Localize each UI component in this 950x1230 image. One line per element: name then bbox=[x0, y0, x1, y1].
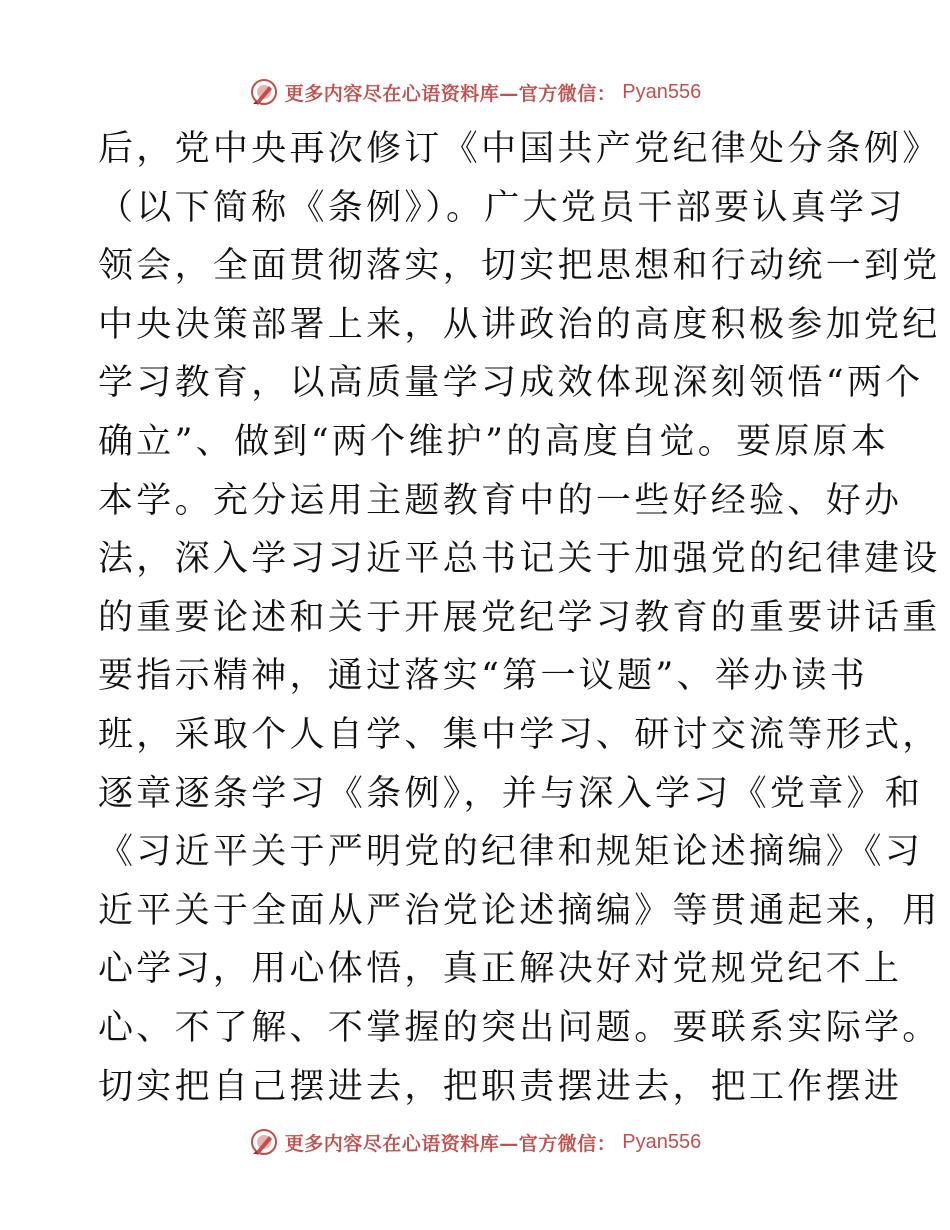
text-line: 心、不了解、不掌握的突出问题。要联系实际学。 bbox=[98, 1007, 941, 1048]
text-line: 要指示精神，通过落实“第一议题”、举办读书 bbox=[98, 656, 869, 697]
text-line: 法，深入学习习近平总书记关于加强党的纪律建设 bbox=[98, 539, 941, 580]
watermark-wechat-id: Pyan556 bbox=[622, 1130, 702, 1153]
document-body bbox=[98, 120, 941, 1116]
text-line: 的重要论述和关于开展党纪学习教育的重要讲话重 bbox=[98, 597, 941, 638]
pen-logo-icon bbox=[249, 77, 279, 107]
text-line: 本学。充分运用主题教育中的一些好经验、好办 bbox=[98, 480, 903, 521]
pen-logo-icon bbox=[249, 1127, 279, 1157]
text-line: 学习教育，以高质量学习成效体现深刻领悟“两个 bbox=[98, 363, 924, 404]
text-line: 中央决策部署上来，从讲政治的高度积极参加党纪 bbox=[98, 304, 941, 345]
watermark-text: 更多内容尽在心语资料库—官方微信： bbox=[284, 82, 617, 105]
text-line: 《习近平关于严明党的纪律和规矩论述摘编》《习 bbox=[98, 832, 924, 873]
header-watermark bbox=[0, 72, 950, 112]
text-line: 近平关于全面从严治党论述摘编》等贯通起来，用 bbox=[98, 890, 941, 931]
text-line: 后，党中央再次修订《中国共产党纪律处分条例》 bbox=[98, 129, 941, 169]
text-line: 班，采取个人自学、集中学习、研讨交流等形式， bbox=[98, 714, 941, 755]
footer-watermark bbox=[0, 1122, 950, 1162]
text-line: （以下简称《条例》）。广大党员干部要认真学习 bbox=[98, 187, 906, 228]
text-line: 逐章逐条学习《条例》，并与深入学习《党章》和 bbox=[98, 773, 924, 814]
text-line: 心学习，用心体悟，真正解决好对党规党纪不上 bbox=[98, 949, 903, 990]
text-line: 切实把自己摆进去，把职责摆进去，把工作摆进 bbox=[98, 1066, 903, 1107]
watermark-wechat-id: Pyan556 bbox=[622, 80, 702, 103]
text-line: 确立”、做到“两个维护”的高度自觉。要原原本 bbox=[98, 421, 890, 462]
watermark-text: 更多内容尽在心语资料库—官方微信： bbox=[284, 1132, 617, 1155]
text-line: 领会，全面贯彻落实，切实把思想和行动统一到党 bbox=[98, 246, 941, 287]
